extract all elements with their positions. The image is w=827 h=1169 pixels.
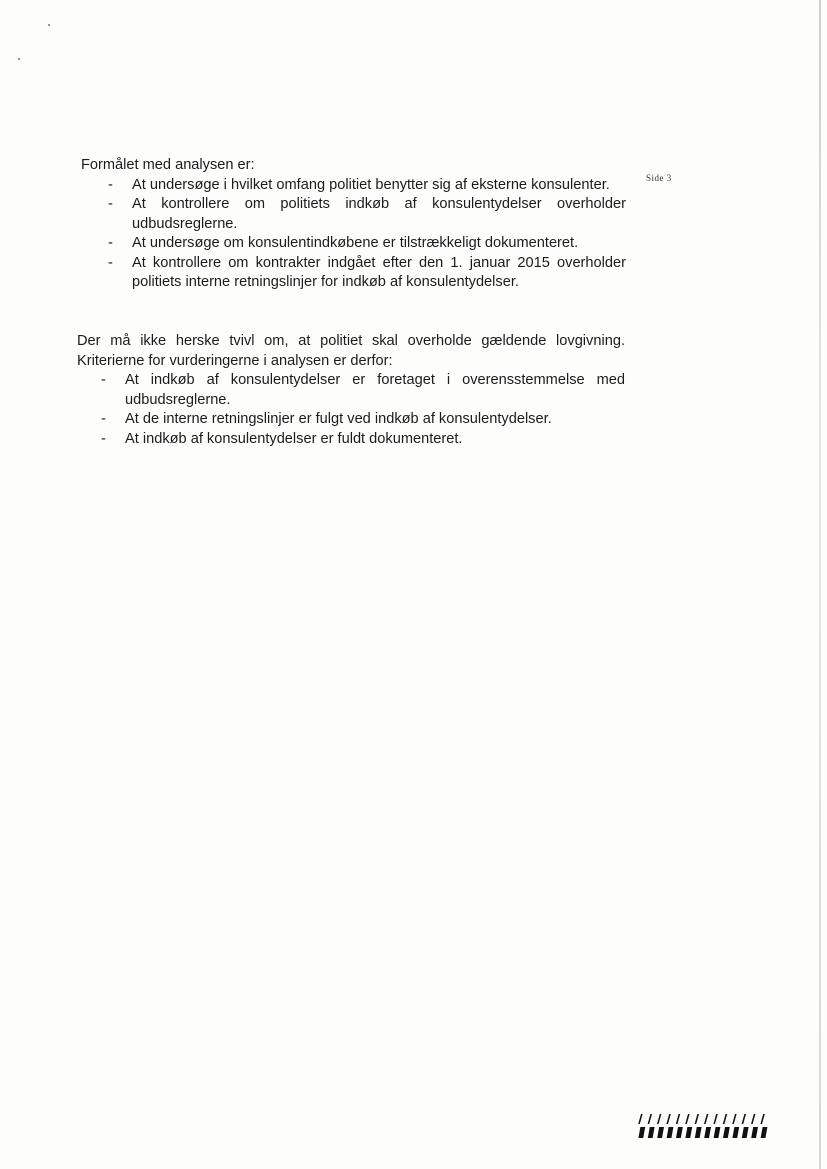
barcode-bar-thick <box>732 1127 739 1138</box>
barcode-bar-thin <box>732 1114 736 1124</box>
barcode-bar-thick <box>751 1127 758 1138</box>
barcode-bar-thin <box>657 1114 661 1124</box>
purpose-item <box>81 176 626 196</box>
barcode-bar-thick <box>704 1127 711 1138</box>
barcode-bar-thick <box>723 1127 730 1138</box>
page-side-label: Side 3 <box>646 173 672 183</box>
barcode-bar-thick <box>714 1127 721 1138</box>
criteria-text: At indkøb af konsulentydelser er foretaget i overensstemmelse med udbudsreglerne. <box>125 372 625 408</box>
dash-icon: - <box>101 411 106 427</box>
purpose-text: At undersøge i hvilket omfang politiet benytter sig af eksterne konsulenter. <box>132 176 610 193</box>
dash-icon: - <box>108 254 113 271</box>
criteria-text: At de interne retningslinjer er fulgt ved indkøb af konsulentydelser. <box>125 411 552 427</box>
criteria-list <box>77 371 625 449</box>
barcode-bar-thick <box>657 1127 664 1138</box>
purpose-intro: Formålet med analysen er: <box>81 157 255 173</box>
purpose-item <box>81 234 626 254</box>
barcode-bar-thick <box>685 1127 692 1138</box>
barcode-bar-thick <box>667 1127 674 1138</box>
barcode-bar-thin <box>676 1114 680 1124</box>
barcode-bar-thin <box>685 1114 689 1124</box>
page-edge <box>819 0 821 1169</box>
barcode-bar-thin <box>695 1114 699 1124</box>
barcode-bar-thick <box>648 1127 655 1138</box>
criteria-item <box>77 410 625 430</box>
barcode-bar-thin <box>666 1114 670 1124</box>
criteria-item <box>77 430 625 450</box>
purpose-text: At undersøge om konsulentindkøbene er tilstrækkeligt dokumenteret. <box>132 235 579 251</box>
barcode-bar-thick <box>638 1127 645 1138</box>
barcode-bar-thick <box>742 1127 749 1138</box>
dash-icon: - <box>108 196 113 212</box>
barcode-bar-thin <box>648 1114 652 1124</box>
barcode-bar-thin <box>713 1114 717 1124</box>
purpose-text: At kontrollere om politiets indkøb af konsulentydelser overholder udbudsreglerne. <box>132 196 626 232</box>
barcode-bar-thin <box>751 1114 755 1124</box>
barcode-bar-thick <box>676 1127 683 1138</box>
criteria-text: At indkøb af konsulentydelser er fuldt dokumenteret. <box>125 430 463 447</box>
dash-icon: - <box>108 176 113 193</box>
purpose-item <box>81 195 626 234</box>
barcode-bar-thin <box>742 1114 746 1124</box>
scan-speck <box>18 58 20 60</box>
purpose-item <box>81 254 626 293</box>
dash-icon: - <box>101 430 106 447</box>
criteria-item <box>77 371 625 410</box>
barcode-icon <box>636 1113 770 1139</box>
barcode-bar-thin <box>723 1114 727 1124</box>
dash-icon: - <box>108 235 113 251</box>
barcode-bar-thin <box>638 1114 642 1124</box>
scan-speck <box>48 24 50 26</box>
criteria-section <box>77 332 625 449</box>
barcode-bar-thin <box>704 1114 708 1124</box>
barcode-bar-thick <box>695 1127 702 1138</box>
barcode-bar-thin <box>760 1114 764 1124</box>
barcode-bar-thick <box>761 1127 768 1138</box>
purpose-text: At kontrollere om kontrakter indgået efter den 1. januar 2015 overholder politiets interne retningslinjer for indkøb af konsulentydelser. <box>132 254 626 290</box>
criteria-intro: Der må ikke herske tvivl om, at politiet skal overholde gældende lovgivning. Kriterierne for vurderingerne i analysen er derfor: <box>77 333 625 369</box>
purpose-section <box>81 156 626 293</box>
purpose-list <box>81 176 626 293</box>
dash-icon: - <box>101 372 106 388</box>
